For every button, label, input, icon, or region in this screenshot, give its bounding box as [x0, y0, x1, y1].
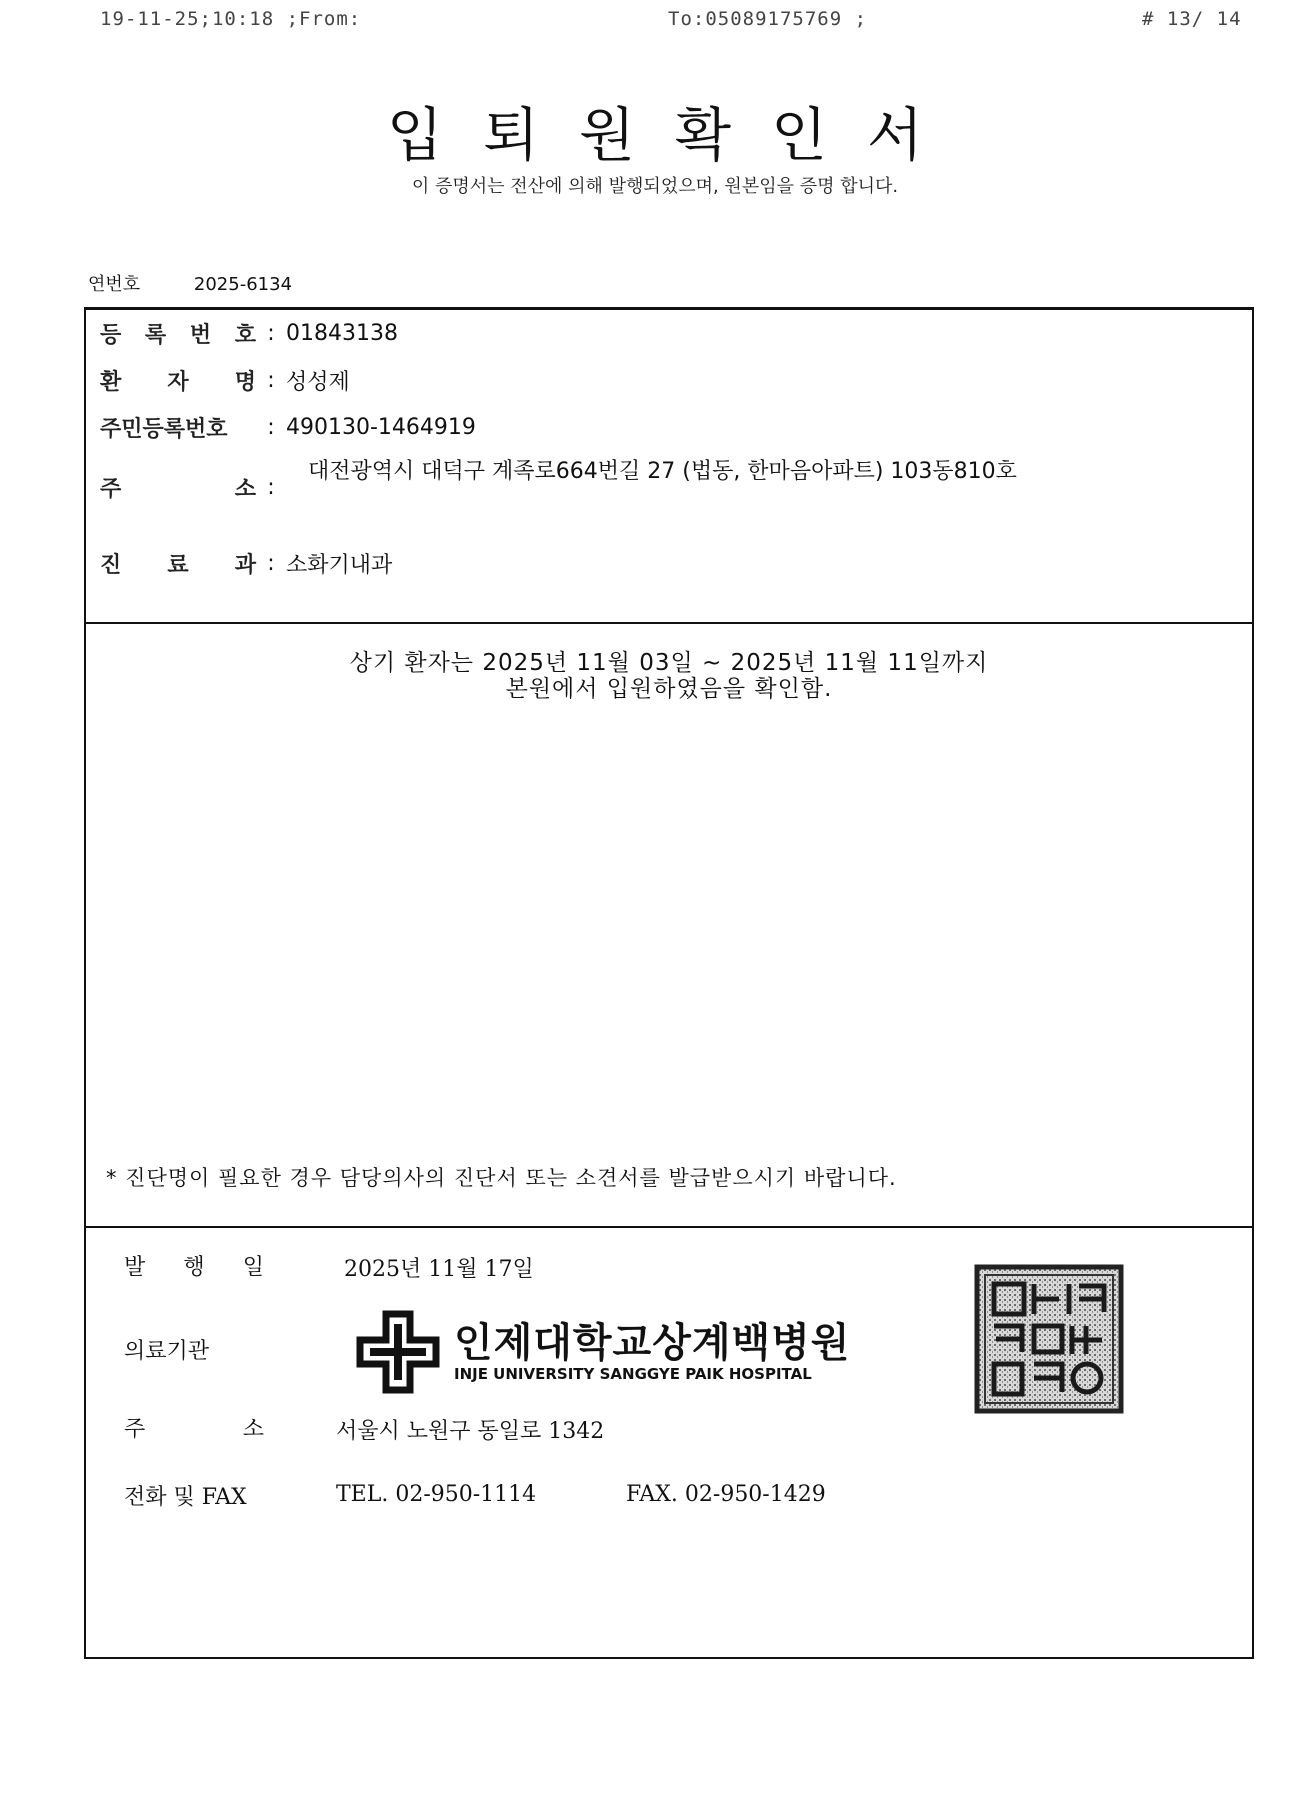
divider	[86, 1226, 1252, 1228]
field-label: 등 록 번 호	[100, 323, 256, 348]
certificate-subtitle: 이 증명서는 전산에 의해 발행되었으며, 원본임을 증명 합니다.	[411, 176, 899, 197]
hospital-fax: FAX. 02-950-1429	[626, 1482, 826, 1507]
confirmation-statement	[86, 650, 1252, 702]
serial-label: 연번호	[88, 274, 141, 295]
field-address: 주 소 :	[100, 472, 286, 503]
confirmation-line-1: 상기 환자는 2025년 11월 03일 ~ 2025년 11월 11일까지	[349, 650, 989, 676]
patient-address-row	[308, 454, 1017, 485]
fax-header-center: To:05089175769 ;	[668, 8, 868, 30]
hospital-logo	[356, 1310, 850, 1394]
contact-label: 전화 및 FAX	[124, 1485, 247, 1510]
hospital-name-english: INJE UNIVERSITY SANGGYE PAIK HOSPITAL	[454, 1365, 812, 1383]
field-label: 주민등록번호	[100, 417, 228, 442]
hospital-address-label: 주 소	[124, 1417, 264, 1442]
confirmation-line-2: 본원에서 입원하였음을 확인함.	[505, 676, 833, 702]
department: 소화기내과	[286, 553, 393, 578]
registration-number: 01843138	[286, 321, 398, 346]
patient-name: 성성제	[286, 370, 350, 395]
fax-header-page: # 13/ 14	[1142, 8, 1242, 30]
patient-address: 대전광역시 대덕구 계족로664번길 27 (법동, 한마음아파트) 103동810호	[308, 459, 1017, 484]
field-patient-name: 환 자 명 : 성성제	[100, 365, 350, 396]
official-seal-icon	[974, 1264, 1124, 1414]
serial-number	[88, 270, 292, 296]
field-label: 진 료 과	[100, 553, 256, 578]
fax-header-left: 19-11-25;10:18 ;From:	[100, 8, 362, 30]
hospital-tel: TEL. 02-950-1114	[336, 1482, 537, 1507]
institution-label: 의료기관	[124, 1339, 210, 1364]
serial-value: 2025-6134	[193, 274, 293, 295]
field-label: 주 소	[100, 477, 256, 502]
hospital-address: 서울시 노원구 동일로 1342	[336, 1419, 605, 1444]
page-title: 입퇴원확인서	[386, 101, 964, 169]
issue-date: 2025년 11월 17일	[344, 1257, 534, 1282]
issue-date-label: 발 행 일	[124, 1255, 264, 1280]
field-department: 진 료 과 : 소화기내과	[100, 548, 392, 579]
field-registration-number: 등 록 번 호 : 01843138	[100, 318, 398, 349]
certificate-frame	[84, 307, 1254, 1659]
resident-number: 490130-1464919	[286, 415, 476, 440]
hospital-cross-icon	[356, 1310, 440, 1394]
divider	[86, 622, 1252, 624]
hospital-name-korean: 인제대학교상계백병원	[454, 1320, 851, 1366]
field-label: 환 자 명	[100, 370, 256, 395]
diagnosis-note: * 진단명이 필요한 경우 담당의사의 진단서 또는 소견서를 발급받으시기 바랍니다.	[106, 1166, 897, 1190]
field-resident-number: 주민등록번호 : 490130-1464919	[100, 412, 476, 443]
